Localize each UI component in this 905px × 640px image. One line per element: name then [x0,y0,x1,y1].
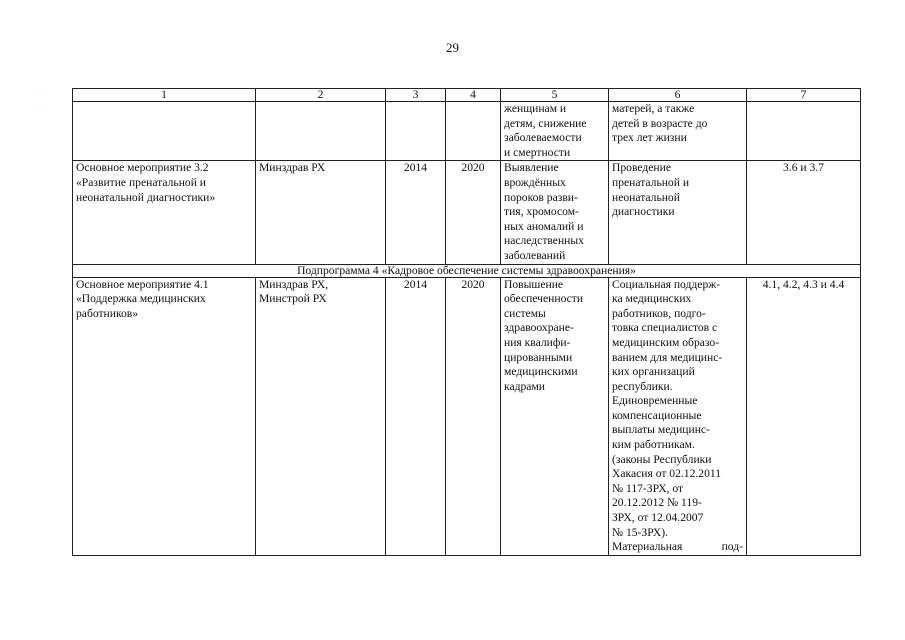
text-line: заболеваемости [504,131,582,145]
cell-end-year: 2020 [446,277,501,555]
text-line: наследственных [504,234,584,248]
cell-executor [256,161,386,264]
col-header-2: 2 [256,89,386,102]
col-header-7: 7 [747,89,861,102]
page-number: 29 [446,40,459,55]
text-line: 20.12.2012 № 119- [612,496,702,510]
cell-indicators: 4.1, 4.2, 4.3 и 4.4 [747,277,861,555]
text-line: врождённых [504,175,566,189]
text-line: обеспеченности [504,292,584,306]
text-line: Основное мероприятие 4.1 [76,277,209,291]
text-line: Выявление [504,161,559,175]
text-line: трех лет жизни [612,131,687,145]
text-fragment: Материальная [612,540,683,554]
text-line: Основное мероприятие 3.2 [76,161,209,175]
text-line: ванием для медицинс- [612,350,723,364]
cell-empty [256,102,386,161]
text-line: компенсационные [612,408,702,422]
text-line: заболеваний [504,248,566,262]
header-row [73,89,861,102]
text-line: здравоохране- [504,321,574,335]
scan-artifact: · · [38,92,47,98]
text-line: ких организаций [612,365,695,379]
text-line: пренатальной и [612,175,690,189]
subprogram-title: Подпрограмма 4 «Кадровое обеспечение системы здравоохранения» [73,264,861,277]
cell-result [501,277,609,555]
cell-measure [73,277,256,555]
scan-artifact: · · [38,102,47,108]
cell-end-year: 2020 [446,161,501,264]
text-line: «Поддержка медицинских [76,292,206,306]
cell-empty [73,102,256,161]
cell-executor [256,277,386,555]
col-header-6: 6 [609,89,747,102]
text-line: неонатальной диагностики» [76,190,216,204]
subprogram-row [73,264,861,277]
text-line: Минздрав РХ, [259,277,329,291]
text-line: системы [504,306,546,320]
cell-indicators: 3.6 и 3.7 [747,161,861,264]
cell-empty [446,102,501,161]
text-fragment: под- [721,540,743,554]
text-line: матерей, а также [612,102,695,115]
cell-directions [609,277,747,555]
text-line: кадрами [504,379,545,393]
col-header-5: 5 [501,89,609,102]
col-header-3: 3 [386,89,446,102]
table-row-measure-3-2 [73,161,861,264]
cell-measure [73,161,256,264]
cell-directions [609,161,747,264]
text-line: и смертности [504,145,571,159]
text-line: диагностики [612,205,675,219]
cell-start-year: 2014 [386,277,446,555]
text-line: Социальная поддерж- [612,277,721,291]
text-line: № 15-ЗРХ). [612,525,668,539]
text-line: № 117-ЗРХ, от [612,481,684,495]
text-line: Минстрой РХ [259,292,327,306]
text-line: республики. [612,379,673,393]
cell-empty [747,102,861,161]
text-line: детям, снижение [504,116,587,130]
table-row-continuation [73,102,861,161]
text-line: ных аномалий и [504,219,584,233]
measures-table [72,88,861,556]
table-row-measure-4-1 [73,277,861,555]
text-line: Единовременные [612,394,698,408]
text-line: ЗРХ, от 12.04.2007 [612,511,704,525]
text-line: работников» [76,306,139,320]
cell-empty [386,102,446,161]
text-line: пороков разви- [504,190,578,204]
text-line: тия, хромосом- [504,205,579,219]
col-header-1: 1 [73,89,256,102]
text-line: «Развитие пренатальной и [76,175,206,189]
text-line: товка специалистов с [612,321,718,335]
text-line: работников, подго- [612,306,706,320]
text-line: медицинскими [504,365,578,379]
cell-directions [609,102,747,161]
text-line: (законы Республики [612,452,712,466]
text-line: ка медицинских [612,292,692,306]
text-line: детей в возрасте до [612,116,708,130]
col-header-4: 4 [446,89,501,102]
text-line: Хакасия от 02.12.2011 [612,467,722,481]
text-line: ким работникам. [612,438,695,452]
cell-result [501,161,609,264]
text-line: цированными [504,350,573,364]
text-line: неонатальной [612,190,680,204]
text-line: Минздрав РХ [259,161,326,175]
justified-tail-line [612,540,743,555]
text-line: выплаты медицинс- [612,423,710,437]
text-line: Проведение [612,161,671,175]
text-line: Повышение [504,277,564,291]
cell-result [501,102,609,161]
text-line: медицинским образо- [612,335,720,349]
text-line: ния квалифи- [504,335,571,349]
cell-start-year: 2014 [386,161,446,264]
text-line: женщинам и [504,102,567,115]
